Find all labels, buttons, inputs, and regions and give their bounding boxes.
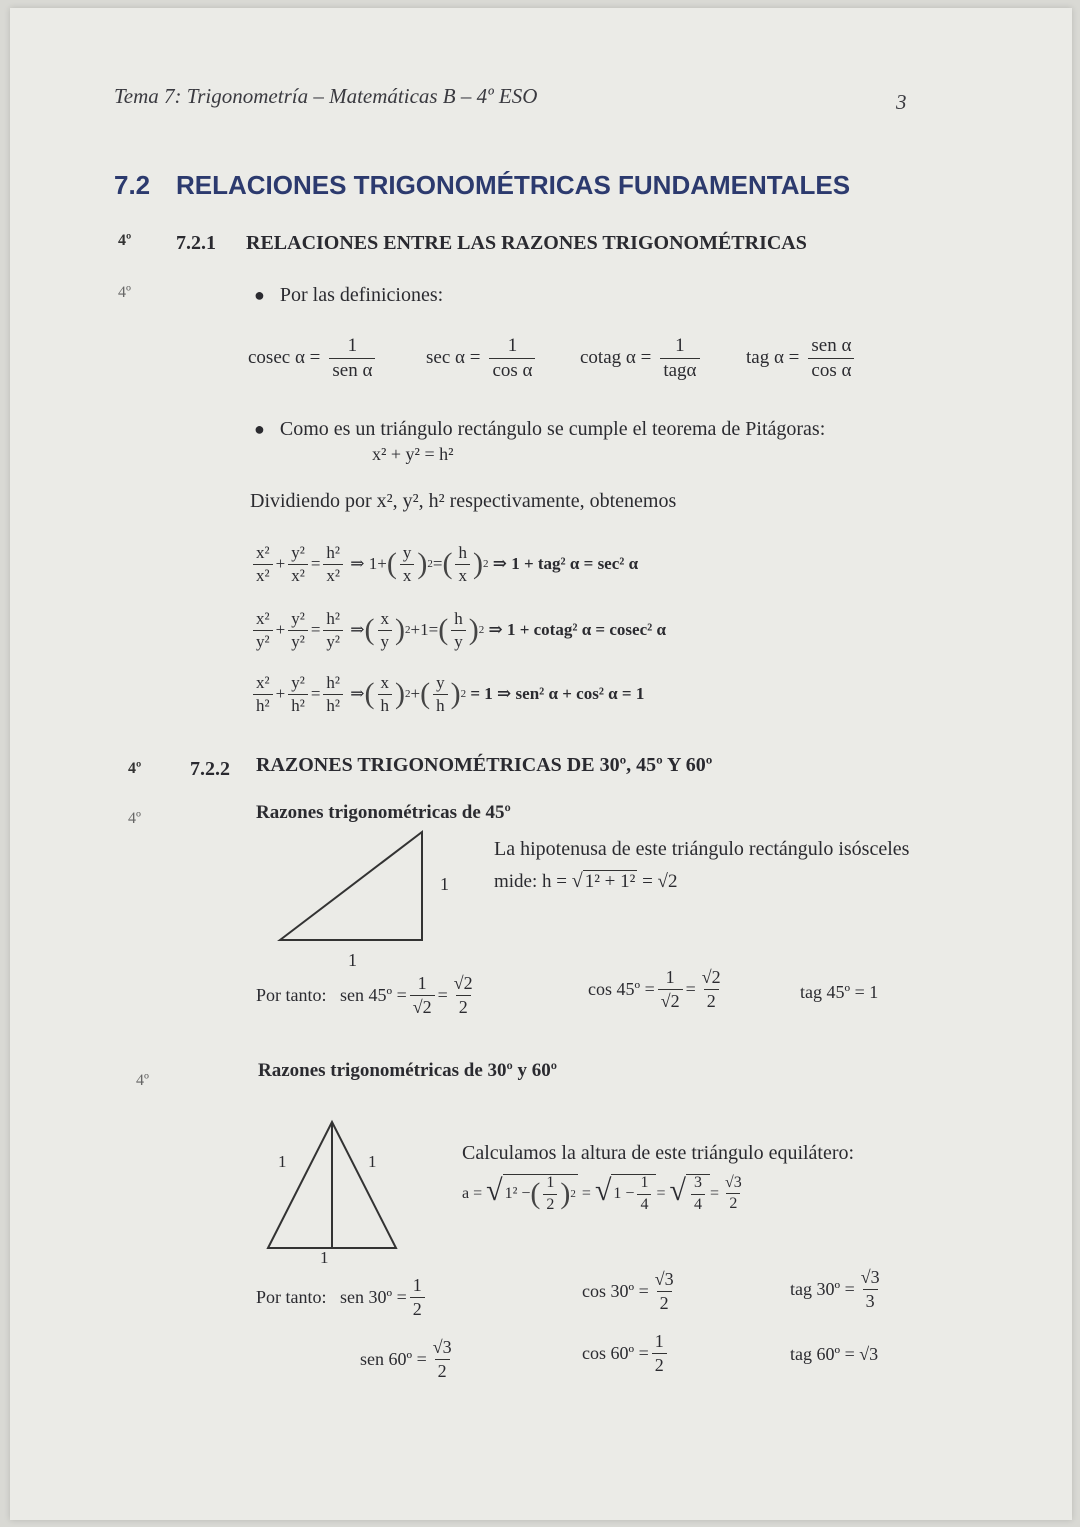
level-mark: 4º (128, 810, 141, 827)
sen-60: sen 60º = $\frac{√3}{2}$ (360, 1337, 452, 1381)
heading-45: Razones trigonométricas de 45º (256, 802, 511, 823)
subsection-title: RELACIONES ENTRE LAS RAZONES TRIGONOMÉTRICAS (246, 232, 807, 254)
height-formula: a = √ 1² − ( $\frac{1}{2}$ ) 2 = √ 1 − $\frac{1}{4}$ = √ $\frac{3}{4}$ = $\frac{√3}{2}$ (462, 1173, 742, 1213)
derivation-row-3: $\frac{\text{x²}}{\text{h²}}$ + $\frac{\text{y²}}{\text{h²}}$ = $\frac{\text{h²}}{\text{h²}}$ ⇒ ( $\frac{x}{h}$ ) 2 + ( $\frac{y}{h}$ ) 2 = 1 ⇒ sen² α + cos² α = 1 (250, 674, 644, 715)
formula-cotag: cotag α = $\frac{1}{\text{tagα}}$ (580, 336, 703, 381)
triangle-base-label: 1 (348, 950, 357, 970)
subsection-number: 7.2.1 (176, 232, 216, 254)
formula-sec: sec α = $\frac{1}{\text{cos α}}$ (426, 336, 538, 381)
triangle-base-half-label: 1 (320, 1248, 329, 1267)
hypotenuse-formula: mide: h = √ 1² + 1² = √2 (494, 870, 678, 892)
level-mark: 4º (128, 760, 142, 777)
sen-30: Por tanto: sen 30º = $\frac{1}{2}$ (256, 1276, 428, 1319)
ratios-45: Por tanto: sen 45º = $\frac{1}{√2}$ = $\frac{√2}{2}$ (256, 973, 473, 1017)
heading-30-60: Razones trigonométricas de 30º y 60º (258, 1060, 558, 1081)
derivation-row-1: $\frac{\text{x²}}{\text{x²}}$ + $\frac{\text{y²}}{\text{x²}}$ = $\frac{\text{h²}}{\text{x²}}$ ⇒ 1+ ( $\frac{y}{x}$ ) 2 = ( $\frac{h}{x}$ ) 2 ⇒ 1 + tag² α = sec² α (250, 544, 638, 585)
right-triangle-45 (272, 828, 432, 946)
pythagoras-formula: x² + y² = h² (372, 444, 454, 464)
tag-30: tag 30º = $\frac{√3}{3}$ (790, 1267, 880, 1311)
page-header-title: Tema 7: Trigonometría – Matemáticas B – 4º ESO (114, 84, 538, 108)
tag-45: tag 45º = 1 (800, 982, 879, 1002)
subsection-number: 7.2.2 (190, 758, 230, 780)
formula-cosec: cosec α = $\frac{1}{\text{sen α}}$ (248, 336, 378, 381)
triangle-left-label: 1 (278, 1152, 287, 1171)
tag-60: tag 60º = √3 (790, 1344, 879, 1364)
section-title: RELACIONES TRIGONOMÉTRICAS FUNDAMENTALES (176, 170, 851, 200)
derivation-row-2: $\frac{\text{x²}}{\text{y²}}$ + $\frac{\text{y²}}{\text{y²}}$ = $\frac{\text{h²}}{\text{y²}}$ ⇒ ( $\frac{x}{y}$ ) 2 +1= ( $\frac{h}{y}$ ) 2 ⇒ 1 + cotag² α = cosec² α (250, 610, 666, 651)
formula-tag: tag α = $\frac{\text{sen α}}{\text{cos α}}$ (746, 336, 857, 381)
height-text: Calculamos la altura de este triángulo equilátero: (462, 1142, 855, 1164)
level-mark: 4º (136, 1072, 149, 1089)
cos-60: cos 60º = $\frac{1}{2}$ (582, 1332, 670, 1375)
subsection-title: RAZONES TRIGONOMÉTRICAS DE 30º, 45º Y 60º (256, 754, 713, 776)
triangle-right-label: 1 (368, 1152, 377, 1171)
cos-45: cos 45º = $\frac{1}{√2}$ = $\frac{√2}{2}$ (588, 967, 721, 1011)
section-number: 7.2 (114, 170, 151, 200)
triangle-side-label: 1 (440, 874, 449, 894)
level-mark: 4º (118, 284, 131, 301)
level-mark: 4º (118, 232, 132, 249)
equilateral-triangle (260, 1118, 410, 1254)
page-number: 3 (896, 90, 907, 114)
dividing-text: Dividiendo por x², y², h² respectivamente, obtenemos (250, 490, 677, 512)
bullet-definitions: ● Por las definiciones: (254, 284, 444, 306)
hypotenuse-text: La hipotenusa de este triángulo rectángulo isósceles (494, 838, 910, 860)
cos-30: cos 30º = $\frac{√3}{2}$ (582, 1269, 674, 1313)
document-page (10, 8, 1072, 1520)
bullet-pythagoras: ● Como es un triángulo rectángulo se cumple el teorema de Pitágoras: (254, 418, 826, 440)
